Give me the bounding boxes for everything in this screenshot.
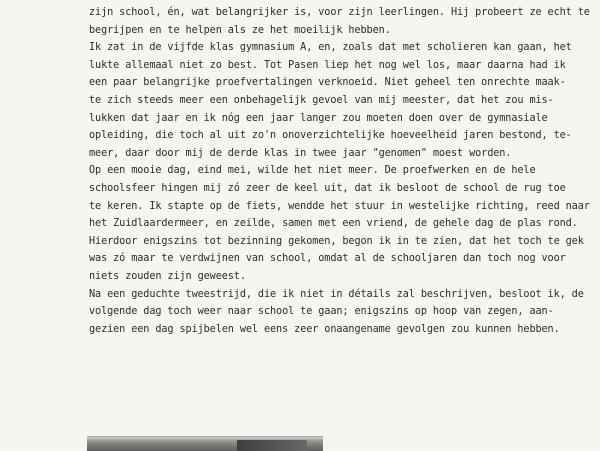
text-line: schoolsfeer hingen mij zó zeer de keel uit, dat ik besloot de school de rug toe bbox=[89, 182, 566, 194]
text-line: lukte allemaal niet zo best. Tot Pasen liep het nog wel los, maar daarna had ik bbox=[89, 59, 566, 71]
text-line: Op een mooie dag, eind mei, wilde het niet meer. De proefwerken en de hele bbox=[89, 165, 536, 177]
text-line: lukken dat jaar en ik nóg een jaar langer zou moeten doen over de gymnasiale bbox=[89, 112, 548, 124]
text-line: Na een geduchte tweestrijd, die ik niet in détails zal beschrijven, besloot ik, de bbox=[89, 288, 584, 300]
text-line: volgende dag toch weer naar school te gaan; enigszins op hoop van zegen, aan- bbox=[89, 306, 554, 318]
text-line: opleiding, die toch al uit zo'n onoverzichtelijke hoeveelheid jaren bestond, te- bbox=[89, 130, 572, 142]
text-line: meer, daar door mij de derde klas in twee jaar "genomen" moest worden. bbox=[89, 147, 512, 159]
body-text bbox=[89, 0, 590, 338]
text-line: was zó maar te verdwijnen van school, omdat al de schooljaren dan toch nog voor bbox=[89, 253, 566, 265]
text-line: zijn school, én, wat belangrijker is, voor zijn leerlingen. Hij probeert ze echt te bbox=[89, 7, 590, 18]
photograph bbox=[87, 436, 323, 451]
text-line: gezien een dag spijbelen wel eens zeer onaangename gevolgen zou kunnen hebben. bbox=[89, 323, 560, 335]
text-line: te zich steeds meer een onbehagelijk gevoel van mij meester, dat het zou mis- bbox=[89, 94, 554, 106]
text-line: begrijpen en te helpen als ze het moeilijk hebben. bbox=[89, 24, 391, 36]
text-line: Ik zat in de vijfde klas gymnasium A, en, zoals dat met scholieren kan gaan, het bbox=[89, 42, 572, 54]
text-line: te keren. Ik stapte op de fiets, wendde het stuur in westelijke richting, reed naar bbox=[89, 200, 590, 212]
text-line: Hierdoor enigszins tot bezinning gekomen, begon ik in te zien, dat het toch te gek bbox=[89, 235, 584, 247]
text-line: een paar belangrijke proefvertalingen verknoeid. Niet geheel ten onrechte maak- bbox=[89, 77, 566, 89]
text-line: het Zuidlaardermeer, en zeilde, samen met een vriend, de gehele dag de plas rond. bbox=[89, 218, 578, 230]
text-line: niets zouden zijn geweest. bbox=[89, 270, 246, 282]
